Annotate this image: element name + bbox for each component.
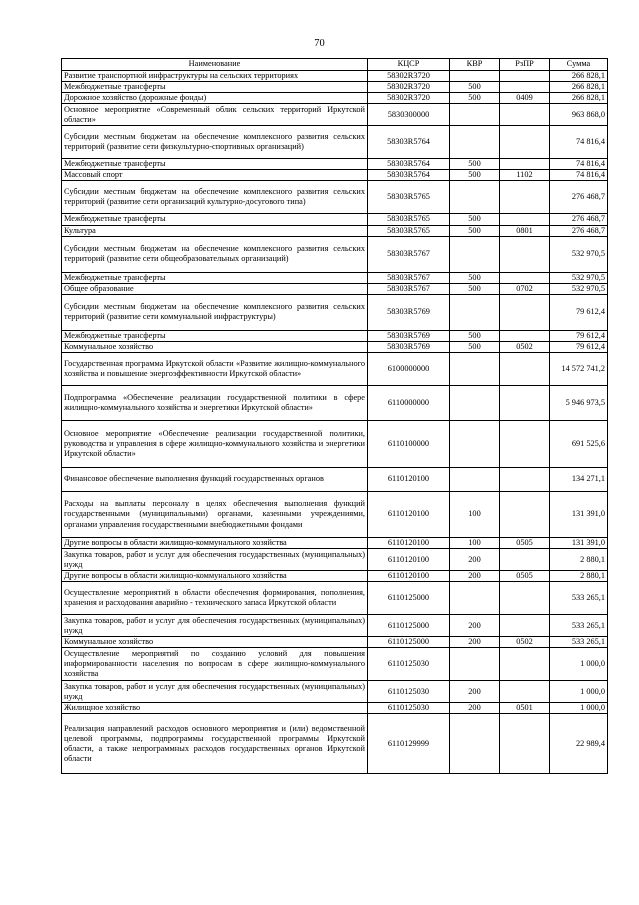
header-kvr: КВР: [450, 59, 500, 71]
table-row: [62, 703, 608, 714]
cell-kcsr: 6110125030: [368, 681, 450, 703]
table-row: [62, 71, 608, 82]
cell-name: Развитие транспортной инфраструктуры на сельских территориях: [62, 71, 368, 82]
cell-name: Государственная программа Иркутской области «Развитие жилищно-коммунального хозяйства и повышение энергоэффективности Иркутской области»: [62, 353, 368, 386]
table-row: [62, 538, 608, 549]
cell-rzpr: [500, 236, 550, 272]
cell-sum: 266 828,1: [550, 82, 608, 93]
cell-rzpr: 0409: [500, 93, 550, 104]
cell-kcsr: 58302R3720: [368, 71, 450, 82]
cell-kvr: [450, 353, 500, 386]
cell-kvr: 500: [450, 330, 500, 341]
cell-rzpr: [500, 615, 550, 637]
cell-kvr: [450, 71, 500, 82]
cell-name: Межбюджетные трансферты: [62, 330, 368, 341]
cell-kvr: 200: [450, 637, 500, 648]
cell-name: Субсидии местным бюджетам на обеспечение комплексного развития сельских территорий (развитие сети коммунальной инфраструктуры): [62, 294, 368, 330]
cell-name: Расходы на выплаты персоналу в целях обеспечения выполнения функций государственными (муниципальными) органами, казенными учреждениями, органами управления государственными внебюджетными фондами: [62, 492, 368, 538]
cell-kcsr: 58303R5764: [368, 126, 450, 159]
cell-name: Основное мероприятие «Обеспечение реализации государственной политики, руководства и управления в сфере жилищно-коммунального хозяйства и энергетики Иркутской области»: [62, 421, 368, 468]
cell-rzpr: 0502: [500, 341, 550, 352]
cell-kvr: 500: [450, 341, 500, 352]
cell-name: Закупка товаров, работ и услуг для обеспечения государственных (муниципальных) нужд: [62, 681, 368, 703]
cell-sum: 1 000,0: [550, 703, 608, 714]
cell-name: Общее образование: [62, 283, 368, 294]
table-row: [62, 181, 608, 214]
cell-kvr: [450, 104, 500, 126]
cell-name: Межбюджетные трансферты: [62, 82, 368, 93]
cell-kcsr: 58303R5769: [368, 330, 450, 341]
table-row: [62, 637, 608, 648]
cell-kvr: 500: [450, 82, 500, 93]
cell-rzpr: [500, 294, 550, 330]
cell-sum: 22 989,4: [550, 714, 608, 774]
cell-name: Другие вопросы в области жилищно-коммунального хозяйства: [62, 538, 368, 549]
cell-kcsr: 58303R5765: [368, 225, 450, 236]
cell-kvr: [450, 582, 500, 615]
cell-name: Осуществление мероприятий по созданию условий для повышения информированности населения по вопросам в сфере жилищно-коммунального хозяйства: [62, 648, 368, 681]
table-row: [62, 283, 608, 294]
cell-sum: 266 828,1: [550, 93, 608, 104]
table-row: [62, 93, 608, 104]
cell-rzpr: [500, 386, 550, 421]
cell-kcsr: 6110120100: [368, 571, 450, 582]
cell-sum: 276 468,7: [550, 225, 608, 236]
table-row: [62, 582, 608, 615]
table-row: [62, 104, 608, 126]
table-row: [62, 571, 608, 582]
cell-kvr: 200: [450, 549, 500, 571]
cell-sum: 1 000,0: [550, 681, 608, 703]
cell-sum: 266 828,1: [550, 71, 608, 82]
cell-kvr: [450, 126, 500, 159]
cell-kcsr: 6110120100: [368, 549, 450, 571]
cell-rzpr: [500, 468, 550, 492]
cell-sum: 74 816,4: [550, 170, 608, 181]
cell-name: Межбюджетные трансферты: [62, 214, 368, 225]
cell-sum: 963 868,0: [550, 104, 608, 126]
cell-kcsr: 6110000000: [368, 386, 450, 421]
cell-name: Субсидии местным бюджетам на обеспечение комплексного развития сельских территорий (развитие сети физкультурно-спортивных организаций): [62, 126, 368, 159]
cell-kcsr: 6100000000: [368, 353, 450, 386]
cell-kvr: [450, 181, 500, 214]
table-row: [62, 214, 608, 225]
table-row: [62, 549, 608, 571]
table-row: [62, 126, 608, 159]
cell-rzpr: [500, 82, 550, 93]
cell-rzpr: [500, 181, 550, 214]
cell-sum: 532 970,5: [550, 236, 608, 272]
table-row: [62, 615, 608, 637]
cell-kvr: 200: [450, 571, 500, 582]
cell-kcsr: 6110125030: [368, 703, 450, 714]
page-number: 70: [314, 38, 325, 49]
cell-sum: 5 946 973,5: [550, 386, 608, 421]
cell-name: Жилищное хозяйство: [62, 703, 368, 714]
header-name: Наименование: [62, 59, 368, 71]
table-row: [62, 330, 608, 341]
cell-kvr: [450, 648, 500, 681]
cell-sum: 74 816,4: [550, 126, 608, 159]
cell-rzpr: [500, 582, 550, 615]
cell-sum: 74 816,4: [550, 159, 608, 170]
cell-sum: 276 468,7: [550, 181, 608, 214]
cell-kvr: 500: [450, 225, 500, 236]
cell-kcsr: 6110125030: [368, 648, 450, 681]
cell-name: Реализация направлений расходов основного мероприятия и (или) ведомственной целевой программы, подпрограммы государственной программы Иркутской области, а также непрограммных расходов государственных органов Иркутской области: [62, 714, 368, 774]
cell-kcsr: 6110129999: [368, 714, 450, 774]
cell-kvr: [450, 468, 500, 492]
cell-sum: 2 880,1: [550, 571, 608, 582]
cell-rzpr: [500, 648, 550, 681]
cell-rzpr: [500, 714, 550, 774]
cell-sum: 131 391,0: [550, 492, 608, 538]
table-row: [62, 492, 608, 538]
cell-kvr: 100: [450, 492, 500, 538]
cell-rzpr: [500, 159, 550, 170]
cell-kvr: 200: [450, 703, 500, 714]
cell-kcsr: 58303R5765: [368, 214, 450, 225]
cell-rzpr: [500, 126, 550, 159]
cell-kcsr: 58302R3720: [368, 82, 450, 93]
cell-sum: 533 265,1: [550, 615, 608, 637]
header-rzpr: РзПР: [500, 59, 550, 71]
cell-rzpr: 1102: [500, 170, 550, 181]
cell-name: Другие вопросы в области жилищно-коммунального хозяйства: [62, 571, 368, 582]
table-row: [62, 648, 608, 681]
header-sum: Сумма: [550, 59, 608, 71]
cell-kcsr: 58303R5767: [368, 272, 450, 283]
cell-name: Закупка товаров, работ и услуг для обеспечения государственных (муниципальных) нужд: [62, 549, 368, 571]
cell-name: Дорожное хозяйство (дорожные фонды): [62, 93, 368, 104]
cell-kcsr: 58303R5769: [368, 294, 450, 330]
cell-rzpr: [500, 71, 550, 82]
cell-kcsr: 58303R5767: [368, 283, 450, 294]
header-kcsr: КЦСР: [368, 59, 450, 71]
cell-sum: 79 612,4: [550, 341, 608, 352]
table-body: [62, 71, 608, 774]
cell-kvr: [450, 386, 500, 421]
cell-rzpr: 0501: [500, 703, 550, 714]
cell-kvr: 200: [450, 681, 500, 703]
table-row: [62, 159, 608, 170]
cell-name: Межбюджетные трансферты: [62, 272, 368, 283]
cell-kcsr: 6110120100: [368, 538, 450, 549]
cell-kvr: 500: [450, 214, 500, 225]
table-row: [62, 353, 608, 386]
cell-kcsr: 6110125000: [368, 582, 450, 615]
cell-rzpr: [500, 214, 550, 225]
cell-kvr: [450, 294, 500, 330]
cell-sum: 533 265,1: [550, 637, 608, 648]
cell-sum: 533 265,1: [550, 582, 608, 615]
cell-kvr: [450, 714, 500, 774]
cell-kvr: 500: [450, 283, 500, 294]
table-row: [62, 225, 608, 236]
cell-rzpr: [500, 681, 550, 703]
table-row: [62, 236, 608, 272]
cell-kcsr: 6110100000: [368, 421, 450, 468]
cell-sum: 14 572 741,2: [550, 353, 608, 386]
cell-rzpr: 0505: [500, 571, 550, 582]
table-row: [62, 681, 608, 703]
cell-sum: 79 612,4: [550, 294, 608, 330]
cell-rzpr: [500, 549, 550, 571]
table-row: [62, 341, 608, 352]
table-header: [62, 59, 608, 71]
cell-rzpr: [500, 330, 550, 341]
cell-rzpr: 0801: [500, 225, 550, 236]
cell-kvr: 500: [450, 159, 500, 170]
cell-sum: 131 391,0: [550, 538, 608, 549]
cell-kcsr: 58303R5767: [368, 236, 450, 272]
cell-kcsr: 6110120100: [368, 468, 450, 492]
cell-kcsr: 5830300000: [368, 104, 450, 126]
table-row: [62, 714, 608, 774]
cell-rzpr: [500, 492, 550, 538]
table-row: [62, 272, 608, 283]
cell-name: Основное мероприятие «Современный облик сельских территорий Иркутской области»: [62, 104, 368, 126]
cell-name: Закупка товаров, работ и услуг для обеспечения государственных (муниципальных) нужд: [62, 615, 368, 637]
cell-kcsr: 6110125000: [368, 615, 450, 637]
cell-kcsr: 58302R3720: [368, 93, 450, 104]
table-row: [62, 82, 608, 93]
cell-rzpr: [500, 353, 550, 386]
cell-rzpr: 0505: [500, 538, 550, 549]
cell-kvr: 500: [450, 170, 500, 181]
cell-sum: 134 271,1: [550, 468, 608, 492]
cell-sum: 276 468,7: [550, 214, 608, 225]
table-row: [62, 421, 608, 468]
cell-rzpr: [500, 272, 550, 283]
table-row: [62, 294, 608, 330]
cell-sum: 532 970,5: [550, 272, 608, 283]
cell-name: Финансовое обеспечение выполнения функций государственных органов: [62, 468, 368, 492]
cell-sum: 79 612,4: [550, 330, 608, 341]
cell-name: Культура: [62, 225, 368, 236]
cell-name: Массовый спорт: [62, 170, 368, 181]
cell-name: Субсидии местным бюджетам на обеспечение комплексного развития сельских территорий (развитие сети общеобразовательных организаций): [62, 236, 368, 272]
cell-kvr: 200: [450, 615, 500, 637]
cell-sum: 691 525,6: [550, 421, 608, 468]
cell-kcsr: 58303R5764: [368, 159, 450, 170]
cell-sum: 1 000,0: [550, 648, 608, 681]
cell-kcsr: 58303R5769: [368, 341, 450, 352]
cell-kcsr: 58303R5764: [368, 170, 450, 181]
cell-kcsr: 6110125000: [368, 637, 450, 648]
table-row: [62, 468, 608, 492]
cell-sum: 2 880,1: [550, 549, 608, 571]
cell-rzpr: 0702: [500, 283, 550, 294]
cell-rzpr: 0502: [500, 637, 550, 648]
cell-name: Подпрограмма «Обеспечение реализации государственной политики в сфере жилищно-коммунального хозяйства и энергетики Иркутской области»: [62, 386, 368, 421]
cell-name: Коммунальное хозяйство: [62, 341, 368, 352]
budget-table: [61, 58, 608, 774]
table-header-row: [62, 59, 608, 71]
cell-rzpr: [500, 104, 550, 126]
cell-kcsr: 58303R5765: [368, 181, 450, 214]
cell-name: Осуществление мероприятий в области обеспечения формирования, пополнения, хранения и расходования аварийно - технического запаса Иркутской области: [62, 582, 368, 615]
cell-sum: 532 970,5: [550, 283, 608, 294]
cell-kcsr: 6110120100: [368, 492, 450, 538]
cell-name: Субсидии местным бюджетам на обеспечение комплексного развития сельских территорий (развитие сети организаций культурно-досугового типа): [62, 181, 368, 214]
cell-kvr: 100: [450, 538, 500, 549]
cell-name: Коммунальное хозяйство: [62, 637, 368, 648]
cell-kvr: [450, 236, 500, 272]
cell-name: Межбюджетные трансферты: [62, 159, 368, 170]
cell-kvr: [450, 421, 500, 468]
cell-rzpr: [500, 421, 550, 468]
cell-kvr: 500: [450, 272, 500, 283]
table-row: [62, 386, 608, 421]
cell-kvr: 500: [450, 93, 500, 104]
table-row: [62, 170, 608, 181]
